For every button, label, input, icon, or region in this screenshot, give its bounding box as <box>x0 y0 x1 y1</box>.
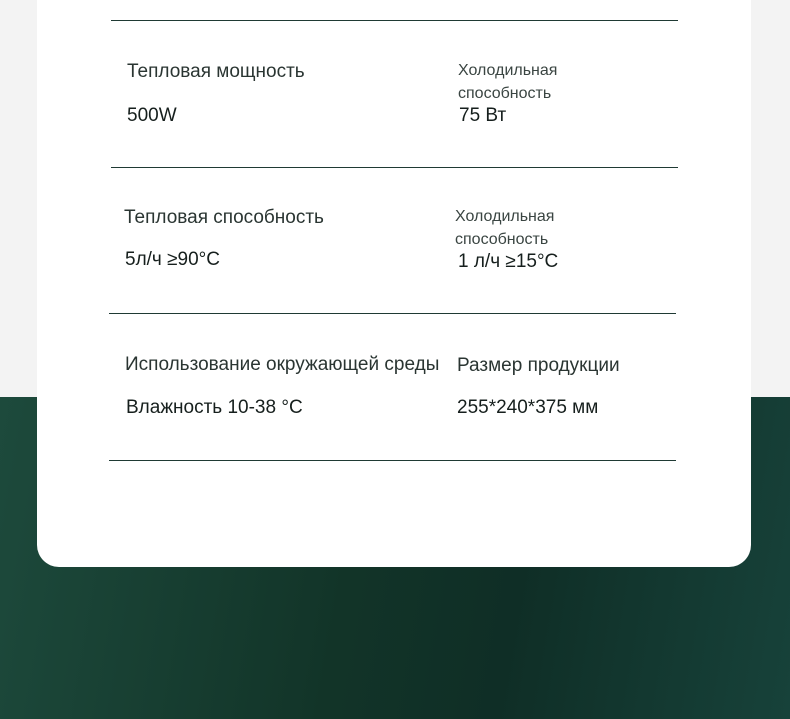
spec-value-product-size: 255*240*375 мм <box>457 397 599 418</box>
spec-label-environment: Использование окружающей среды <box>125 354 440 375</box>
spec-label-heat-power: Тепловая мощность <box>127 61 305 82</box>
divider-bottom <box>109 460 676 461</box>
divider-2 <box>109 313 676 314</box>
divider-1 <box>111 167 678 168</box>
specs-card <box>37 0 751 567</box>
spec-value-heat-power: 500W <box>127 105 177 126</box>
spec-label-cooling-capacity: Холодильная способность <box>458 62 558 102</box>
spec-value-cooling-capacity: 75 Вт <box>459 105 507 126</box>
spec-value-cooling-rate: 1 л/ч ≥15°C <box>458 251 559 272</box>
spec-label-cooling-rate: Холодильная способность <box>455 208 555 248</box>
spec-value-heating-rate: 5л/ч ≥90°C <box>125 249 220 270</box>
spec-label-product-size: Размер продукции <box>457 355 620 376</box>
divider-top <box>111 20 678 21</box>
spec-label-heating-rate: Тепловая способность <box>124 207 324 228</box>
spec-value-environment: Влажность 10-38 °C <box>126 397 303 418</box>
